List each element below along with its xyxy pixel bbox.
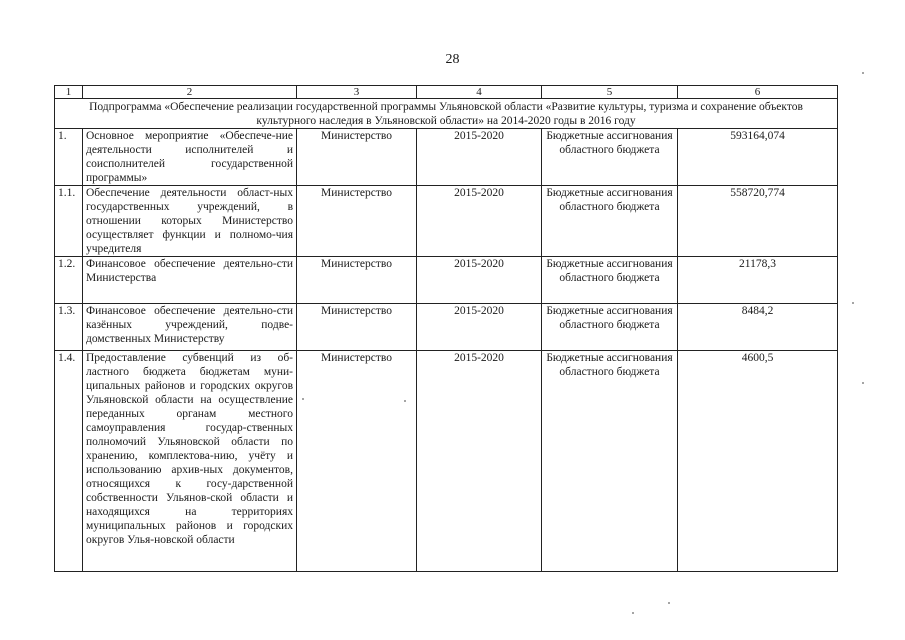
row-number: 1.4.: [55, 351, 83, 572]
scan-speck: [862, 72, 864, 74]
table-row: [55, 304, 838, 351]
period: 2015-2020: [417, 186, 542, 257]
header-cell: 2: [83, 86, 297, 99]
responsible-org: Министерство: [297, 186, 417, 257]
header-cell: 6: [678, 86, 838, 99]
header-cell: 3: [297, 86, 417, 99]
subprogram-row: [55, 99, 838, 129]
amount: 4600,5: [678, 351, 838, 572]
row-number: 1.: [55, 129, 83, 186]
page-number: 28: [445, 52, 460, 67]
subprogram-title: Подпрограмма «Обеспечение реализации государственной программы Ульяновской области «Развитие культуры, туризма и сохранение объектов культурного наследия в Ульяновской области» на 2014-2020 годы в 2016 году: [55, 99, 838, 129]
scan-speck: [852, 302, 854, 304]
activity-name: Основное мероприятие «Обеспече-ние деятельности исполнителей и соисполнителей государственной программы»: [83, 129, 297, 186]
amount: 8484,2: [678, 304, 838, 351]
activity-name: Обеспечение деятельности област-ных государственных учреждений, в отношении которых Министерство осуществляет функции и полномо-чия учредителя: [83, 186, 297, 257]
activity-name: Предоставление субвенций из об-ластного бюджета бюджетам муни-ципальных районов и городских округов Ульяновской области на осуществление переданных органам местного самоуправления государ-ственных полномочий Ульяновской области по хранению, комплектова-нию, учёту и использованию архив-ных документов, относящихся к госу-дарственной собственности Ульянов-ской области и находящихся на территориях муниципальных районов и городских округов Улья-новской области: [83, 351, 297, 572]
header-cell: 1: [55, 86, 83, 99]
table-row: [55, 351, 838, 572]
row-number: 1.3.: [55, 304, 83, 351]
responsible-org: Министерство: [297, 304, 417, 351]
header-row: [55, 86, 838, 99]
period: 2015-2020: [417, 351, 542, 572]
responsible-org: Министерство: [297, 351, 417, 572]
funding-source: Бюджетные ассигнования областного бюджета: [542, 257, 678, 304]
header-cell: 5: [542, 86, 678, 99]
period: 2015-2020: [417, 257, 542, 304]
scan-speck: [302, 398, 304, 400]
scan-speck: [862, 382, 864, 384]
amount: 593164,074: [678, 129, 838, 186]
scan-speck: [404, 400, 406, 402]
funding-source: Бюджетные ассигнования областного бюджета: [542, 304, 678, 351]
funding-source: Бюджетные ассигнования областного бюджета: [542, 129, 678, 186]
scan-speck: [632, 612, 634, 614]
activity-name: Финансовое обеспечение деятельно-сти Министерства: [83, 257, 297, 304]
table-row: [55, 257, 838, 304]
amount: 558720,774: [678, 186, 838, 257]
responsible-org: Министерство: [297, 257, 417, 304]
funding-source: Бюджетные ассигнования областного бюджета: [542, 351, 678, 572]
funding-source: Бюджетные ассигнования областного бюджета: [542, 186, 678, 257]
program-table: [54, 85, 838, 572]
period: 2015-2020: [417, 129, 542, 186]
table-row: [55, 129, 838, 186]
amount: 21178,3: [678, 257, 838, 304]
activity-name: Финансовое обеспечение деятельно-сти казённых учреждений, подве-домственных Министерству: [83, 304, 297, 351]
scan-speck: [668, 602, 670, 604]
row-number: 1.1.: [55, 186, 83, 257]
row-number: 1.2.: [55, 257, 83, 304]
period: 2015-2020: [417, 304, 542, 351]
table-row: [55, 186, 838, 257]
responsible-org: Министерство: [297, 129, 417, 186]
header-cell: 4: [417, 86, 542, 99]
